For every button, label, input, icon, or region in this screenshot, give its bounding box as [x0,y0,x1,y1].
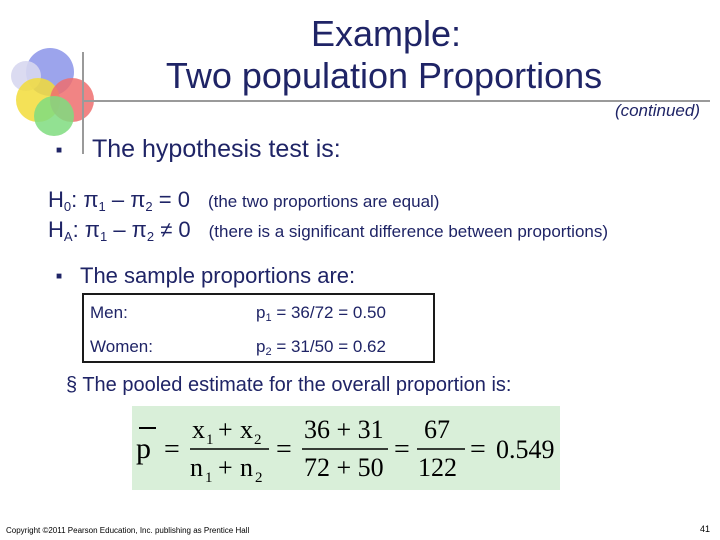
pooled-formula [132,406,560,490]
pooled-intro: § The pooled estimate for the overall proportion is: [66,374,512,396]
formula-n2-sub: 2 [255,470,263,486]
hypothesis-intro: The hypothesis test is: [92,135,341,163]
formula-den-3: 122 [418,453,457,482]
title-line-1: Example: [310,13,462,54]
ha-note: (there is a significant difference between proportions) [208,222,609,241]
h0-colon: : π [71,187,99,212]
h0-pi1-sub: 1 [98,199,106,214]
bullet-square-icon: ■ [56,145,63,156]
alternative-hypothesis [48,217,608,245]
men-p-sub: 1 [265,312,272,324]
formula-eq-1: = [164,434,180,465]
formula-x1: x [192,415,205,444]
continued-label: (continued) [614,101,700,120]
title-line-2: Two population Proportions [165,55,603,96]
ha-prefix: H [48,217,64,242]
men-label: Men: [90,303,128,322]
h0-pi2-sub: 2 [145,199,153,214]
copyright: Copyright ©2011 Pearson Education, Inc. publishing as Prentice Hall [6,526,250,535]
logo-circles-icon [4,42,104,142]
formula-eq-3: = [394,434,410,465]
formula-result: 0.549 [496,435,555,464]
formula-den-2: 72 + 50 [304,453,384,482]
formula-n1-sub: 1 [205,470,213,486]
formula-num-3: 67 [424,415,450,444]
page-number: 41 [700,524,711,534]
women-proportion [256,337,386,357]
ha-minus: – π [107,217,147,242]
bullet-square-icon: ■ [56,271,63,282]
formula-x2-sub: 2 [254,432,262,448]
ha-pi1-sub: 1 [99,229,108,244]
formula-num-2: 36 + 31 [304,415,384,444]
ha-colon: : π [72,217,100,242]
formula-eq-4: = [470,434,486,465]
h0-sub: 0 [63,199,72,214]
men-p: p [256,303,266,322]
h0-relation: = 0 [152,187,190,212]
ha-pi2-sub: 2 [146,229,155,244]
sample-proportions-table [82,293,435,363]
women-p: p [256,337,266,356]
h0-prefix: H [48,187,64,212]
h0-minus: – π [105,187,146,212]
formula-x1-sub: 1 [206,432,214,448]
ha-relation: ≠ 0 [154,217,191,242]
null-hypothesis [48,187,439,215]
formula-n2: n [240,453,253,482]
h0-note: (the two proportions are equal) [207,192,440,211]
women-value-text: = 31/50 = 0.62 [271,337,386,356]
men-proportion [256,303,386,323]
formula-x2: x [240,415,253,444]
women-label: Women: [90,337,153,356]
formula-n1: n [190,453,203,482]
formula-plus-2: + [218,453,233,482]
vertical-rule [82,52,84,154]
men-value-text: = 36/72 = 0.50 [271,303,386,322]
formula-eq-2: = [276,434,292,465]
ha-sub: A [63,229,73,244]
formula-p: p [136,432,151,465]
formula-plus-1: + [218,415,233,444]
sample-intro: The sample proportions are: [80,263,356,288]
women-p-sub: 2 [265,346,272,358]
